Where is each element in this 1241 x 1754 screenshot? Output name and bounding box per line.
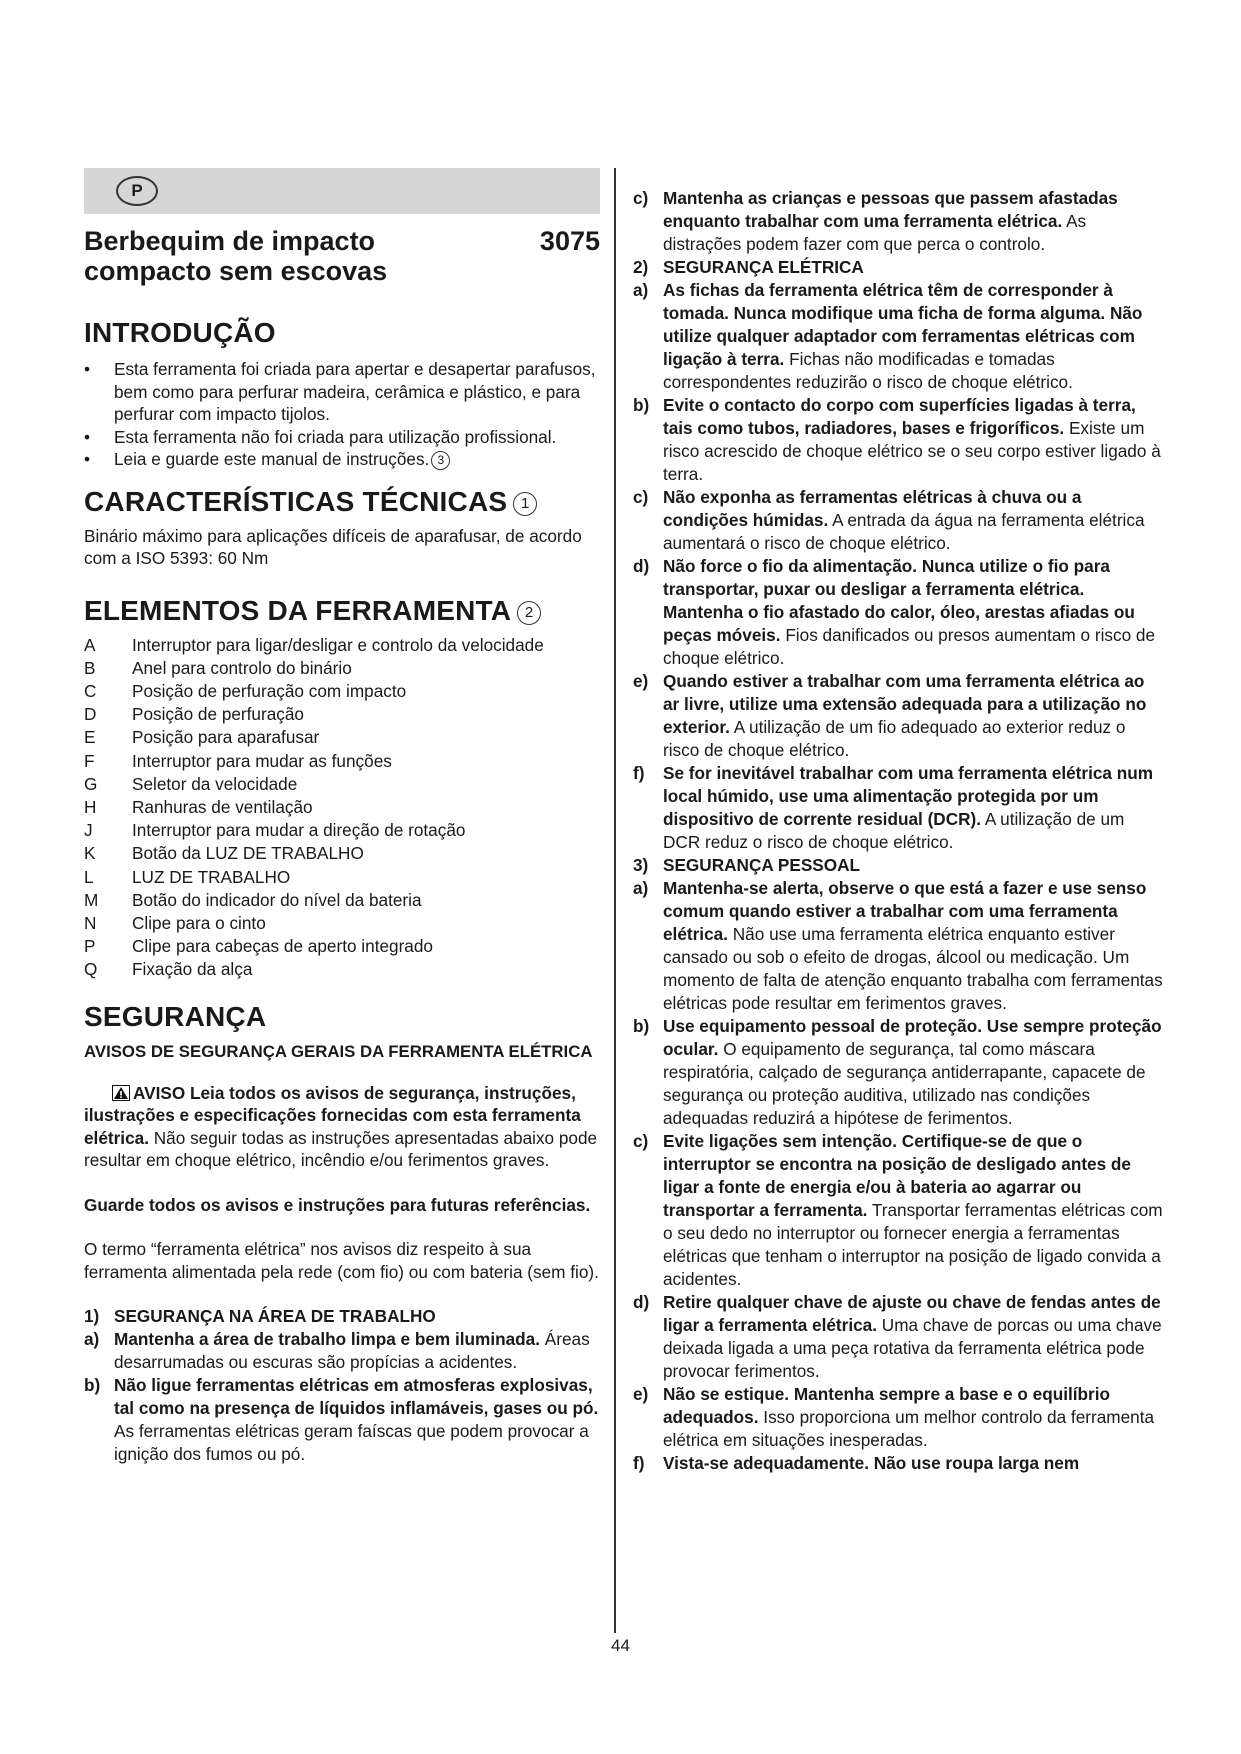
page-number: 44 [611,1636,630,1655]
list-item: K Botão da LUZ DE TRABALHO [84,843,364,864]
list-item: H Ranhuras de ventilação [84,796,313,817]
list-item: A Interruptor para ligar/desligar e controlo da velocidade [84,634,544,655]
right-column [633,164,1163,1475]
specs-heading: CARACTERÍSTICAS TÉCNICAS 1 [84,485,600,519]
list-item: E Posição para aparafusar [84,727,320,748]
list-item: C Posição de perfuração com impacto [84,680,407,701]
term-definition: O termo “ferramenta elétrica” nos avisos diz respeito à sua ferramenta alimentada pela rede (com fio) ou com bateria (sem fio). [84,1239,599,1282]
list-item: B Anel para controlo do binário [84,657,352,678]
title-row [84,226,600,286]
list-item: e) Quando estiver a trabalhar com uma ferramenta elétrica ao ar livre, utilize uma extensão adequada para a utilização no exterior. A utilização de um fio adequado ao exterior reduz o risco de choque elétrico. [633,671,1147,760]
model-number: 3075 [539,226,600,256]
section-3-heading: 3) SEGURANÇA PESSOAL [633,855,861,875]
list-item: d) Não force o fio da alimentação. Nunca utilize o fio para transportar, puxar ou desligar a ferramenta elétrica. Mantenha o fio afastado do calor, óleo, arestas afiadas ou peças móveis. Fios danificados ou presos aumentam o risco de choque elétrico. [633,556,1156,668]
list-item: b) Use equipamento pessoal de proteção. Use sempre proteção ocular. O equipamento de segurança, tal como máscara respiratória, calçado de segurança antiderrapante, capacete de segurança ou proteção auditiva, utilizado nas condições adequadas reduzirá a hipótese de ferimentos. [633,1016,1162,1128]
product-title: Berbequim de impacto compacto sem escovas [84,226,388,286]
list-item: c) Mantenha as crianças e pessoas que passem afastadas enquanto trabalhar com uma ferramenta elétrica. As distrações podem fazer com que perca o controlo. [633,188,1118,254]
safety-subheading: AVISOS DE SEGURANÇA GERAIS DA FERRAMENTA ELÉTRICA [84,1041,593,1061]
list-item: D Posição de perfuração [84,704,304,725]
list-item: c) Evite ligações sem intenção. Certifique-se de que o interruptor se encontra na posição de desligado antes de ligar a fonte de energia e/ou à bateria ao agarrar ou transportar a ferramenta. Transportar ferramentas elétricas com o seu dedo no interruptor ou fornecer energia a ferramentas elétricas que tenham o interruptor na posição de ligado convida a acidentes. [633,1131,1163,1289]
list-item: c) Não exponha as ferramentas elétricas à chuva ou a condições húmidas. A entrada da água na ferramenta elétrica aumentará o risco de choque elétrico. [633,487,1145,553]
specs-text: Binário máximo para aplicações difíceis de aparafusar, de acordo com a ISO 5393: 60 Nm [84,525,582,568]
figure-ref-icon: 1 [513,492,537,516]
list-item: P Clipe para cabeças de aperto integrado [84,936,433,957]
intro-heading: INTRODUÇÃO [84,317,276,348]
list-item: N Clipe para o cinto [84,912,266,933]
warning-icon [112,1085,130,1101]
list-item: e) Não se estique. Mantenha sempre a base e o equilíbrio adequados. Isso proporciona um melhor controlo da ferramenta elétrica em situações inesperadas. [633,1384,1155,1450]
figure-ref-icon: 3 [431,451,450,470]
list-item: a) Mantenha a área de trabalho limpa e bem iluminada. Áreas desarrumadas ou escuras são propícias a acidentes. [84,1329,590,1373]
language-bar [84,168,600,214]
warning-paragraph: AVISO Leia todos os avisos de segurança, instruções, ilustrações e especificações fornecidas com esta ferramenta elétrica. Não seguir todas as instruções apresentadas abaixo pode resultar em choque elétrico, incêndio e/ou ferimentos graves. [84,1082,598,1171]
intro-bullets [84,358,600,471]
section-2-heading: 2) SEGURANÇA ELÉTRICA [633,257,864,277]
list-item: f) Vista-se adequadamente. Não use roupa larga nem [633,1453,1080,1473]
figure-ref-icon: 2 [517,601,541,625]
left-column [84,168,600,1466]
elements-list [84,634,600,982]
list-item: J Interruptor para mudar a direção de rotação [84,820,466,841]
list-item: f) Se for inevitável trabalhar com uma ferramenta elétrica num local húmido, use uma alimentação protegida por um dispositivo de corrente residual (DCR). A utilização de um DCR reduz o risco de choque elétrico. [633,763,1154,852]
safety-heading: SEGURANÇA [84,1000,267,1032]
list-item: L LUZ DE TRABALHO [84,866,291,887]
list-item: F Interruptor para mudar as funções [84,750,392,771]
list-item: b) Evite o contacto do corpo com superfícies ligadas à terra, tais como tubos, radiadores, bases e frigoríficos. Existe um risco acrescido de choque elétrico se o seu corpo estiver ligado à terra. [633,395,1161,484]
column-divider [614,168,616,1633]
list-item: a) Mantenha-se alerta, observe o que está a fazer e use senso comum quando estiver a trabalhar com uma ferramenta elétrica. Não use uma ferramenta elétrica enquanto estiver cansado ou sob o efeito de drogas, álcool ou medicação. Um momento de falta de atenção enquanto trabalha com ferramentas elétricas pode resultar em ferimentos graves. [633,878,1163,1013]
list-item: b) Não ligue ferramentas elétricas em atmosferas explosivas, tal como na presença de líquidos inflamáveis, gases ou pó. As ferramentas elétricas geram faíscas que podem provocar a ignição dos fumos ou pó. [84,1375,599,1465]
list-item: • Leia e guarde este manual de instruções. 3 [84,448,600,471]
section-1-heading: 1) SEGURANÇA NA ÁREA DE TRABALHO [84,1306,436,1327]
list-item: d) Retire qualquer chave de ajuste ou chave de fendas antes de ligar a ferramenta elétrica. Uma chave de porcas ou uma chave deixada ligada a uma peça rotativa da ferramenta elétrica pode provocar ferimentos. [633,1292,1162,1381]
list-item: Q Fixação da alça [84,959,253,980]
list-item: M Botão do indicador do nível da bateria [84,889,422,910]
language-badge: P [116,176,158,206]
keep-instructions: Guarde todos os avisos e instruções para futuras referências. [84,1194,591,1215]
list-item: • Esta ferramenta não foi criada para utilização profissional. [84,426,557,447]
list-item: • Esta ferramenta foi criada para apertar e desapertar parafusos, bem como para perfurar madeira, cerâmica e plástico, e para perfurar com impacto tijolos. [84,359,596,424]
elements-heading: ELEMENTOS DA FERRAMENTA 2 [84,594,600,628]
list-item: a) As fichas da ferramenta elétrica têm de corresponder à tomada. Nunca modifique uma ficha de forma alguma. Não utilize qualquer adaptador com ferramentas elétricas com ligação à terra. Fichas não modificadas e tomadas correspondentes reduzirão o risco de choque elétrico. [633,280,1143,392]
list-item: G Seletor da velocidade [84,773,298,794]
